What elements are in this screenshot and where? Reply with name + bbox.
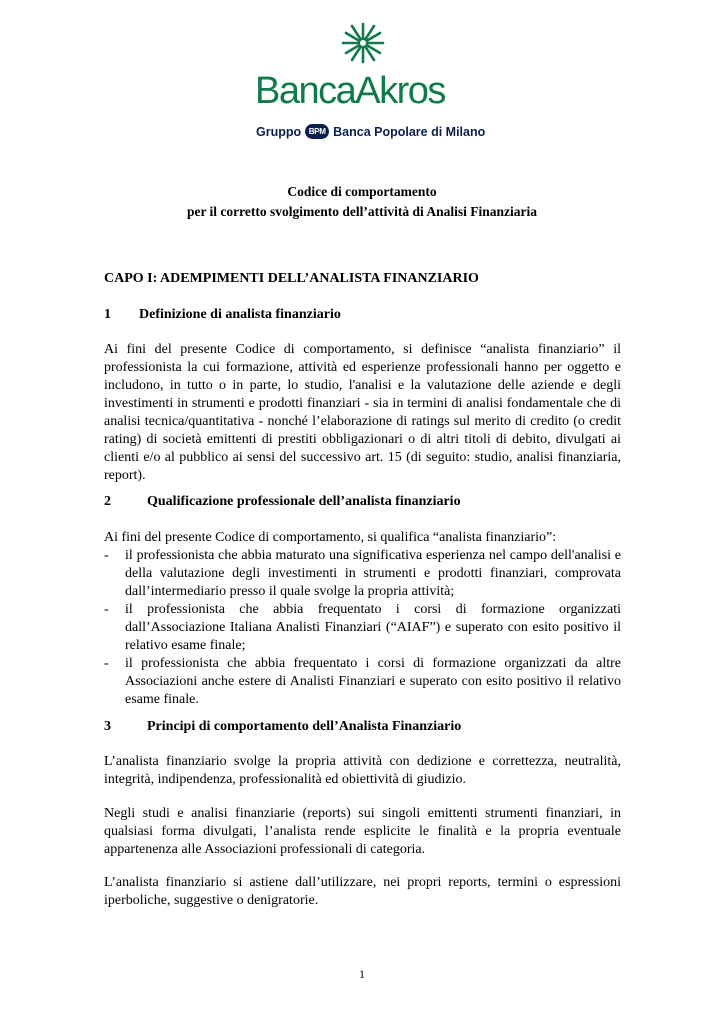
title-line-1: Codice di comportamento bbox=[287, 184, 437, 199]
chapter-heading: CAPO I: ADEMPIMENTI DELL’ANALISTA FINANZIARIO bbox=[104, 271, 479, 286]
qualification-list bbox=[104, 547, 621, 709]
section-1-paragraph: Ai fini del presente Codice di comportamento, si definisce “analista finanziario” il professionista la cui formazione, attività ed esperienze professionali hanno per oggetto e includono, in tutto o in parte, lo studio, l'analisi e la valutazione delle aziende e degli investimenti in strumenti e prodotti finanziari - sia in termini di analisi fondamentale che di analisi tecnica/quantitativa - nonché l’elaborazione di ratings sul merito di credito (o credit rating) di società emittenti di prestiti obbligazionari o di altri titoli di debito, divulgati ai clienti e/o al pubblico ai sensi del successivo art. 15 (di seguito: studio, analisi finanziaria, report). bbox=[104, 342, 621, 483]
section-1-number: 1 bbox=[104, 307, 111, 322]
list-item: - il professionista che abbia maturato una significativa esperienza nel campo dell'analisi e della valutazione degli investimenti in strumenti e prodotti finanziari, comprovata dall’intermediario presso il quale svolge la propria attività; bbox=[104, 547, 621, 601]
section-3-paragraph-3 bbox=[104, 874, 621, 910]
document-title bbox=[104, 182, 620, 222]
section-2-body bbox=[104, 529, 621, 709]
section-3-text-2: Negli studi e analisi finanziarie (reports) sui singoli emittenti strumenti finanziari, in qualsiasi forma divulgati, l’analista rende esplicite le finalità e la propria eventuale appartenenza alle Associazioni professionali di categoria. bbox=[104, 806, 621, 857]
logo-group-prefix: Gruppo bbox=[256, 124, 302, 139]
list-item: - il professionista che abbia frequentato i corsi di formazione organizzati da altre Associazioni anche estere di Analisti Finanziari e superato con esito positivo il relativo esame finale. bbox=[104, 655, 621, 709]
section-3-text-1: L’analista finanziario svolge la propria attività con dedizione e correttezza, neutralità, integrità, indipendenza, professionalità ed obiettività di giudizio. bbox=[104, 754, 621, 787]
section-3-number: 3 bbox=[104, 719, 111, 734]
section-1-body bbox=[104, 341, 621, 485]
section-3-paragraph-1 bbox=[104, 753, 621, 789]
section-3-title: Principi di comportamento dell’Analista Finanziario bbox=[147, 719, 462, 734]
section-2-title: Qualificazione professionale dell’analista finanziario bbox=[147, 494, 461, 509]
title-line-2: per il corretto svolgimento dell’attività di Analisi Finanziaria bbox=[186, 204, 538, 219]
section-1-heading bbox=[104, 306, 621, 324]
section-2-intro: Ai fini del presente Codice di comportamento, si qualifica “analista finanziario”: bbox=[104, 530, 557, 545]
banca-akros-logo bbox=[248, 20, 486, 139]
page-number: 1 bbox=[359, 967, 365, 981]
section-3-text-3: L’analista finanziario si astiene dall’utilizzare, nei propri reports, termini o espressioni iperboliche, suggestive o denigratorie. bbox=[104, 875, 621, 908]
logo-group-line bbox=[256, 124, 485, 139]
section-2-heading bbox=[104, 493, 621, 511]
logo-brand-text: BancaAkros bbox=[255, 70, 445, 112]
bpm-badge-icon: BPM bbox=[305, 124, 329, 139]
list-item: - il professionista che abbia frequentato i corsi di formazione organizzati dall’Associazione Italiana Analisti Finanziari (“AIAF”) e superato con esito positivo il relativo esame finale; bbox=[104, 601, 621, 655]
section-1-title: Definizione di analista finanziario bbox=[139, 307, 341, 322]
logo-group-name: Banca Popolare di Milano bbox=[333, 124, 486, 139]
section-3-paragraph-2 bbox=[104, 805, 621, 859]
section-3-heading bbox=[104, 718, 621, 736]
section-2-number: 2 bbox=[104, 494, 111, 509]
star-emblem-icon bbox=[338, 20, 388, 66]
